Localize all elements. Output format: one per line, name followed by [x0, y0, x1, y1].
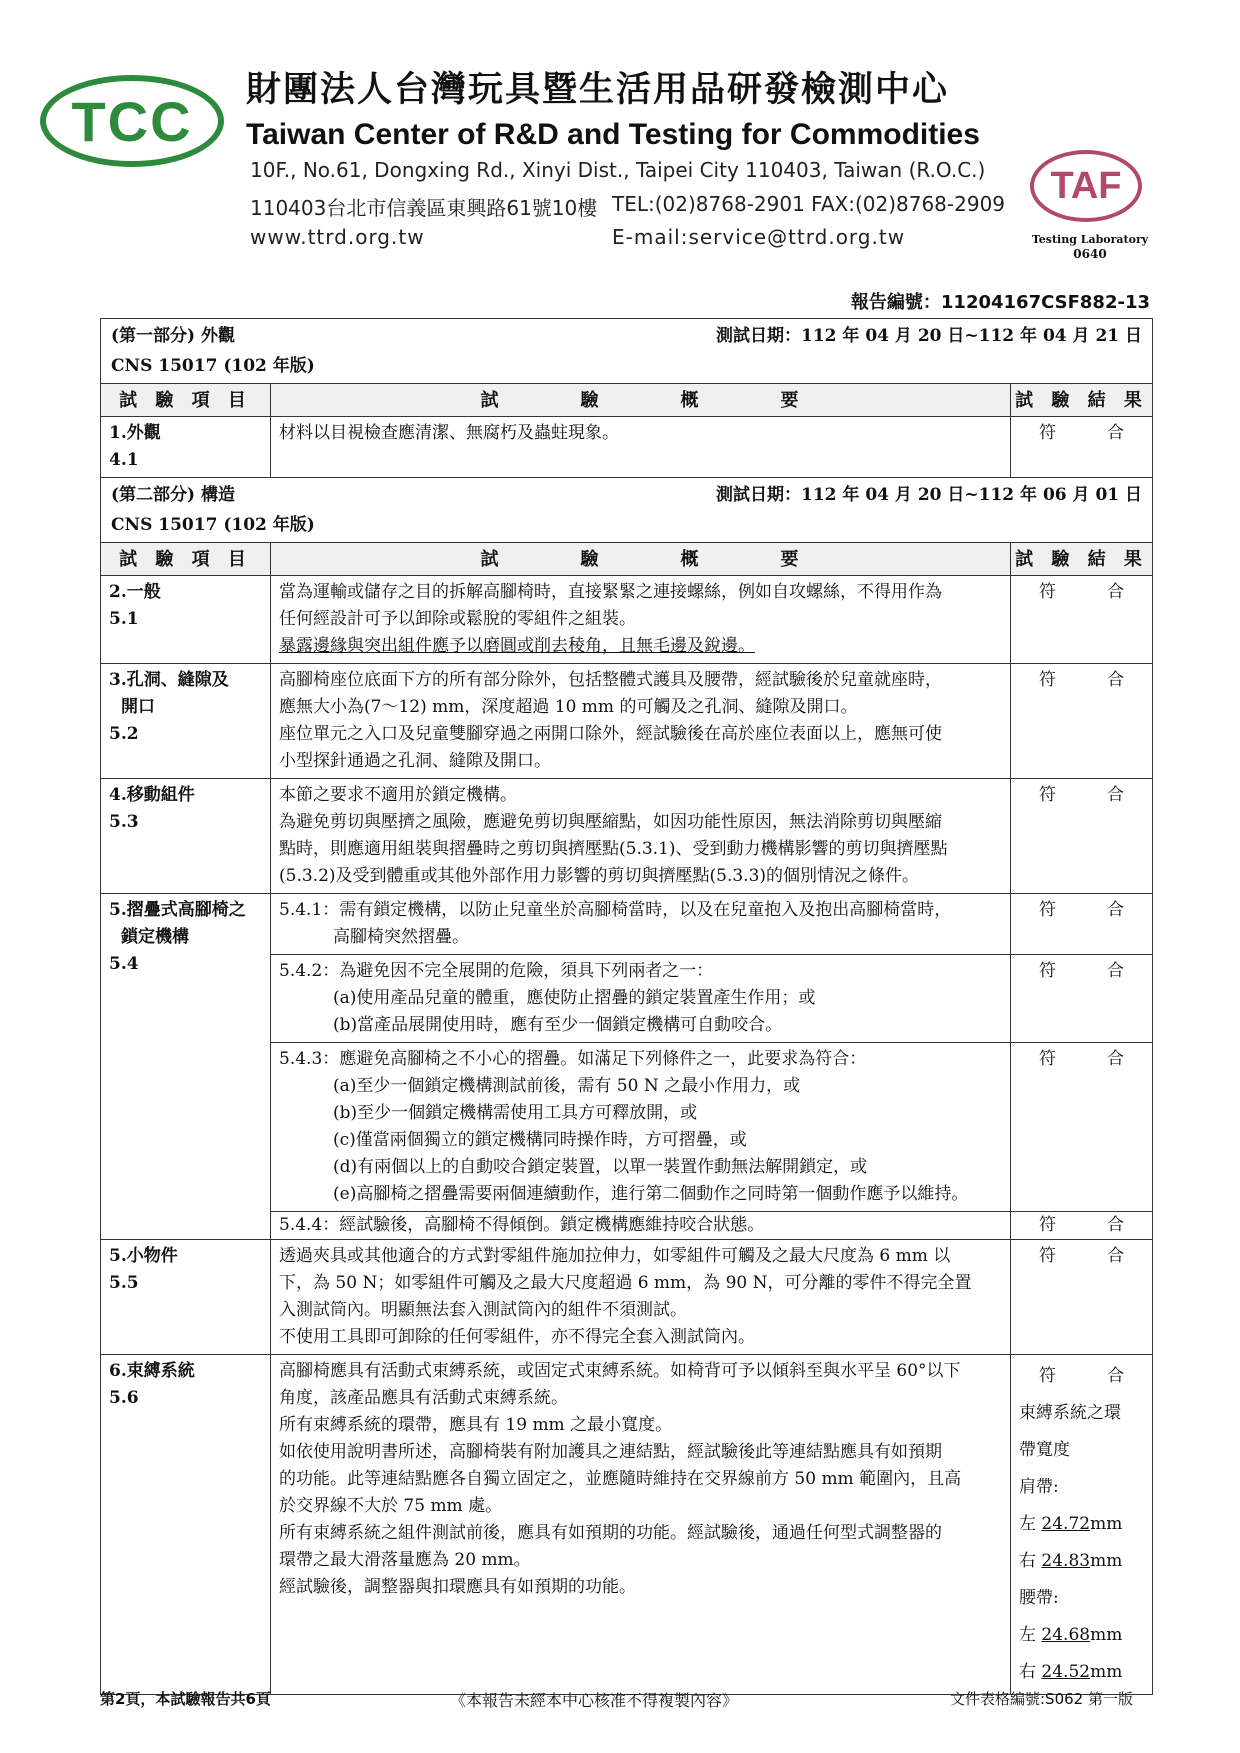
table-row: 6.束縛系統 5.6 高腳椅應具有活動式束縛系統，或固定式束縛系統。如椅背可予以傾斜至與水平呈 60°以下 角度，該產品應具有活動式束縛系統。 所有束縛系統的環帶，應具有 19 mm 之最小寬度。 如依使用說明書所述，高腳椅裝有附加護具之連結點，經試驗後此等連結點應具有如預期 的功能。此等連結點應各自獨立固定之，並應隨時維持在交界線前方 50 mm 範圍內，且高 於交界線不大於 75 mm 處。 所有束縛系統之組件測試前後，應具有如預期的功能。經試驗後，通過任何型式調整器的 環帶之最大滑落量應為 20 mm。 經試驗後，調整器與扣環應具有如預期的功能。 符 合 束縛系統之環 帶寬度 肩帶: 左 24.72mm 右 24.83mm 腰帶: 左 24.68mm 右 24.52mm	[101, 1355, 1153, 1695]
table-row: 5.4.4：經試驗後，高腳椅不得傾倒。鎖定機構應維持咬合狀態。 符 合	[101, 1212, 1153, 1240]
table-row: 5.4.2：為避免因不完全展開的危險，須具下列兩者之一： (a)使用產品兒童的體重，應使防止摺疊的鎖定裝置產生作用；或 (b)當產品展開使用時，應有至少一個鎖定機構可自動咬合。 符 合	[101, 955, 1153, 1043]
form-number: 文件表格編號:S062 第一版	[950, 1690, 1133, 1708]
section2-test-date: 測試日期：112 年 04 月 20 日~112 年 06 月 01 日	[716, 485, 1143, 505]
org-name-zh: 財團法人台灣玩具暨生活用品研發檢測中心	[246, 70, 950, 110]
table-row: 3.孔洞、縫隙及 開口 5.2 高腳椅座位底面下方的所有部分除外，包括整體式護具及腰帶，經試驗後於兒童就座時， 應無大小為(7～12) mm，深度超過 10 mm 的可觸及之孔洞、縫隙及開口。 座位單元之入口及兒童雙腳穿過之兩開口除外，經試驗後在高於座位表面以上，應無可使 小型探針通過之孔洞、縫隙及開口。 符 合	[101, 664, 1153, 779]
tel-fax: TEL:(02)8768-2901 FAX:(02)8768-2909	[612, 192, 1006, 216]
report-header	[0, 0, 1240, 313]
section1-test-date: 測試日期：112 年 04 月 20 日~112 年 04 月 21 日	[716, 326, 1143, 346]
section1-column-headers: 試 驗 項 目 試 驗 概 要 試 驗 結 果	[101, 384, 1153, 417]
page-info: 第2頁，本試驗報告共6頁	[100, 1690, 271, 1708]
address-en: 10F., No.61, Dongxing Rd., Xinyi Dist., Taipei City 110403, Taiwan (R.O.C.)	[250, 158, 986, 182]
accreditation-label: Testing Laboratory 0640	[1031, 233, 1149, 261]
test-report-table	[100, 318, 1153, 1695]
table-row: 1.外觀 4.1 材料以目視檢查應清潔、無腐朽及蟲蛀現象。 符 合	[101, 417, 1153, 478]
section1-header: (第一部分) 外觀 CNS 15017 (102 年版) 測試日期：112 年 04 月 20 日~112 年 04 月 21 日	[101, 319, 1153, 384]
table-row: 5.4.3：應避免高腳椅之不小心的摺疊。如滿足下列條件之一，此要求為符合： (a)至少一個鎖定機構測試前後，需有 50 N 之最小作用力，或 (b)至少一個鎖定機構需使用工具方可釋放開，或 (c)僅當兩個獨立的鎖定機構同時操作時，方可摺疊，或 (d)有兩個以上的自動咬合鎖定裝置，以單一裝置作動無法解開鎖定，或 (e)高腳椅之摺疊需要兩個連續動作，進行第二個動作之同時第一個動作應予以維持。 符 合	[101, 1043, 1153, 1212]
table-row: 2.一般 5.1 當為運輸或儲存之目的拆解高腳椅時，直接緊緊之連接螺絲，例如自攻螺絲，不得用作為 任何經設計可予以卸除或鬆脫的零組件之組裝。 暴露邊緣與突出組件應予以磨圓或削去稜角，且無毛邊及銳邊。 符 合	[101, 576, 1153, 664]
email-link[interactable]: E-mail:service@ttrd.org.tw	[612, 225, 906, 249]
restraint-results: 符 合 束縛系統之環 帶寬度 肩帶: 左 24.72mm 右 24.83mm 腰帶: 左 24.68mm 右 24.52mm	[1011, 1355, 1153, 1695]
section2-column-headers: 試 驗 項 目 試 驗 概 要 試 驗 結 果	[101, 543, 1153, 576]
table-row: 5.摺疊式高腳椅之 鎖定機構 5.4 5.4.1：需有鎖定機構，以防止兒童坐於高腳椅當時，以及在兒童抱入及抱出高腳椅當時， 高腳椅突然摺疊。 符 合	[101, 894, 1153, 955]
table-row: 5.小物件 5.5 透過夾具或其他適合的方式對零組件施加拉伸力，如零組件可觸及之最大尺度為 6 mm 以 下，為 50 N；如零組件可觸及之最大尺度超過 6 mm，為 90 N，可分離的零件不得完全置 入測試筒內。明顯無法套入測試筒內的組件不須測試。 不使用工具即可卸除的任何零組件，亦不得完全套入測試筒內。 符 合	[101, 1240, 1153, 1355]
report-number: 報告編號：11204167CSF882-13	[850, 292, 1150, 313]
table-row: 4.移動組件 5.3 本節之要求不適用於鎖定機構。 為避免剪切與壓擠之風險，應避免剪切與壓縮點，如因功能性原因，無法消除剪切與壓縮 點時，則應適用組裝與摺疊時之剪切與擠壓點(5.3.1)、受到動力機構影響的剪切與擠壓點 (5.3.2)及受到體重或其他外部作用力影響的剪切與擠壓點(5.3.3)的個別情況之條件。 符 合	[101, 779, 1153, 894]
tcc-logo: TCC	[40, 75, 224, 167]
address-zh: 110403台北市信義區東興路61號10樓	[250, 196, 598, 220]
taf-logo: TAF	[1030, 150, 1142, 222]
website-link[interactable]: www.ttrd.org.tw	[250, 225, 425, 249]
copy-notice: 《本報告未經本中心核准不得複製內容》	[450, 1691, 739, 1710]
section2-header: (第二部分) 構造 CNS 15017 (102 年版) 測試日期：112 年 04 月 20 日~112 年 06 月 01 日	[101, 478, 1153, 543]
org-name-en: Taiwan Center of R&D and Testing for Commodities	[246, 118, 980, 151]
